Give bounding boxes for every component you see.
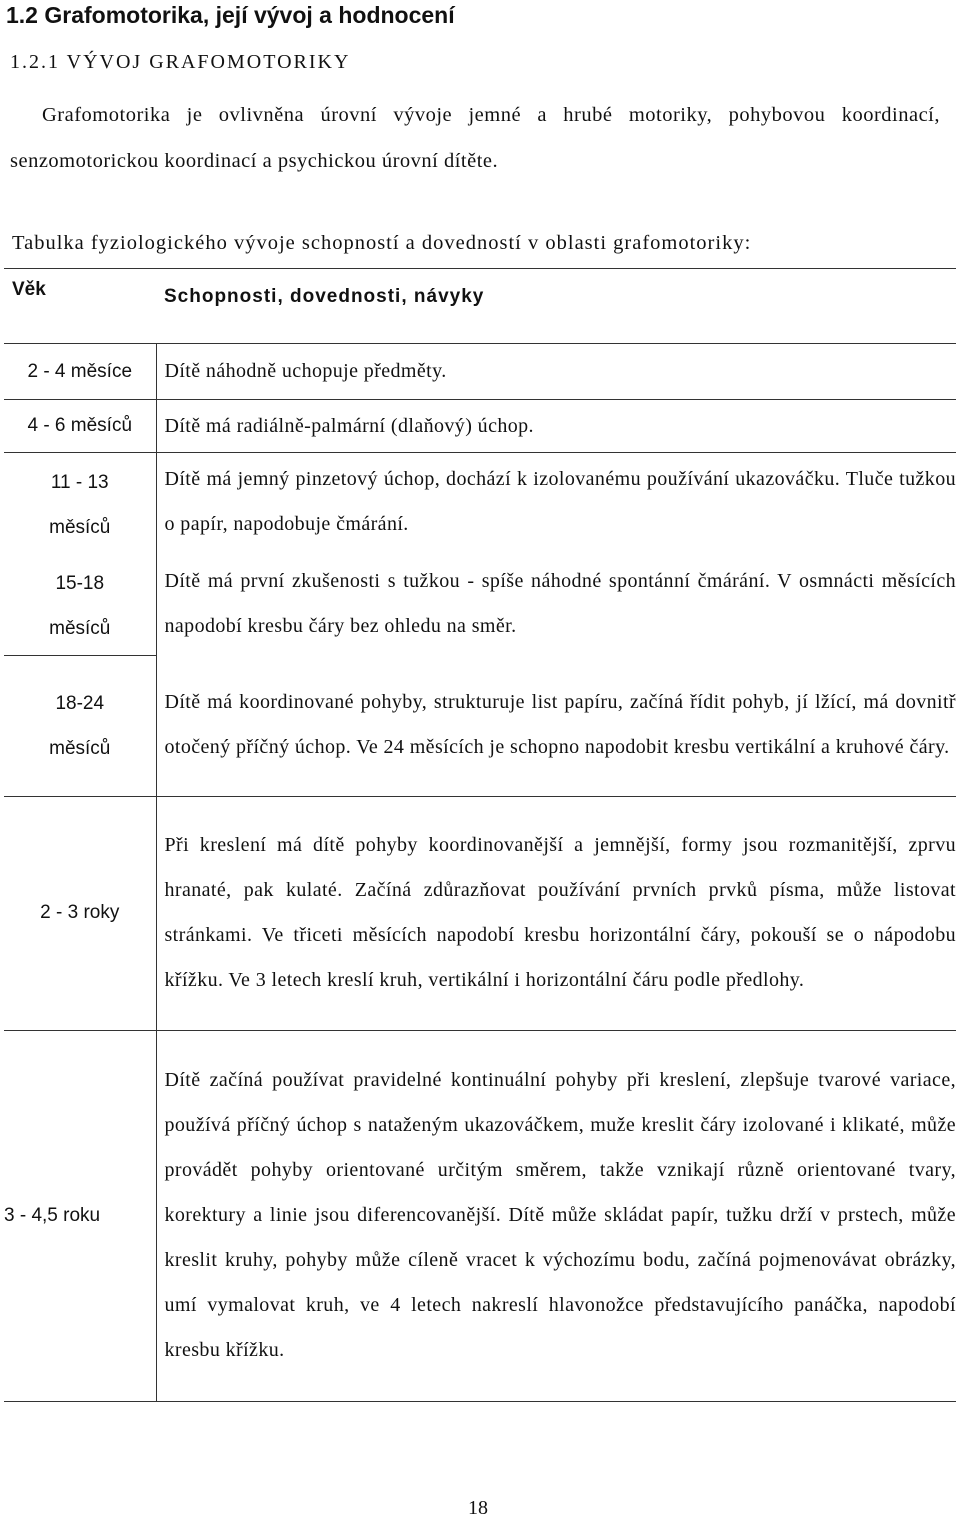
section-heading: 1.2 Grafomotorika, její vývoj a hodnocení [6,2,455,28]
row-text: Dítě začíná používat pravidelné kontinuální pohyby při kreslení, zlepšuje tvarové variace, používá příčný úchop s nataženým ukazováčkem, muže kreslit čáry izolované i klikaté, může provádět pohyby orientované určitým směrem, takže vznikají různě orientované tvary, korektury a linie jsou diferencovanější. Dítě může skládat papír, tužku drží v prstech, může kreslit kruhy, pohyby může cíleně vracet k výchozímu bodu, začíná pojmenovávat obrázky, umí vymalovat kruh, ve 4 letech nakreslí hlavonožce představujícího panáčka, napodobí kresbu křížku. [156,1030,956,1401]
header-skills: Schopnosti, dovednosti, návyky [156,269,956,344]
row-age: 4 - 6 měsíců [4,400,156,453]
table-row [4,453,956,558]
row-text: Dítě má koordinované pohyby, strukturuje list papíru, začíná řídit pohyb, jí lžící, má dovnitř otočený příčný úchop. Ve 24 měsících je schopno napodobit kresbu vertikální a kruhové čáry. [156,655,956,796]
subsection-heading: 1.2.1 VÝVOJ GRAFOMOTORIKY [10,51,351,73]
table-row [4,400,956,453]
intro-paragraph [10,92,940,184]
row-text: Dítě náhodně uchopuje předměty. [156,344,956,400]
row-age [4,655,156,796]
table-caption: Tabulka fyziologického vývoje schopností a dovedností v oblasti grafomotoriky: [12,232,752,254]
row-text: Dítě má jemný pinzetový úchop, dochází k izolovanému používání ukazováčku. Tluče tužkou o papír, napodobuje čmárání. [164,468,956,535]
table-header-row [4,269,956,344]
table-row [4,655,956,796]
row-age: 2 - 4 měsíce [4,344,156,400]
row-age: 3 - 4,5 roku [4,1030,156,1401]
table-row [4,344,956,400]
row-age [4,557,156,655]
row-text: Dítě má první zkušenosti s tužkou - spíše náhodné spontánní čmárání. V osmnácti měsících napodobí kresbu čáry bez ohledu na směr. [164,570,956,637]
table-row [4,557,956,655]
development-table [4,268,956,1402]
row-text: Dítě má radiálně-palmární (dlaňový) úchop. [156,400,956,453]
row-age-line2: měsíců [49,617,111,639]
row-age [4,453,156,558]
header-age: Věk [4,269,156,344]
table-row [4,796,956,1030]
row-text: Při kreslení má dítě pohyby koordinovanější a jemnější, formy jsou rozmanitější, zprvu hranaté, pak kulaté. Začíná zdůrazňovat používání prvních prvků písma, může listovat stránkami. Ve třiceti měsících napodobí kresbu horizontální čáry, pokouší se o nápodobu křížku. Ve 3 letech kreslí kruh, vertikální i horizontální čáru podle předlohy. [156,796,956,1030]
row-age-line2: měsíců [49,737,111,759]
row-age-line1: 11 - 13 [50,472,109,493]
row-age: 2 - 3 roky [4,796,156,1030]
table-row [4,1030,956,1401]
row-age-line1: 18-24 [55,692,105,714]
row-age-line1: 15-18 [55,572,105,594]
row-age-line2: měsíců [49,517,111,538]
page-number: 18 [468,1497,488,1519]
intro-paragraph-text: Grafomotorika je ovlivněna úrovní vývoje jemné a hrubé motoriky, pohybovou koordinací, senzomotorickou koordinací a psychickou úrovní dítěte. [10,104,940,172]
